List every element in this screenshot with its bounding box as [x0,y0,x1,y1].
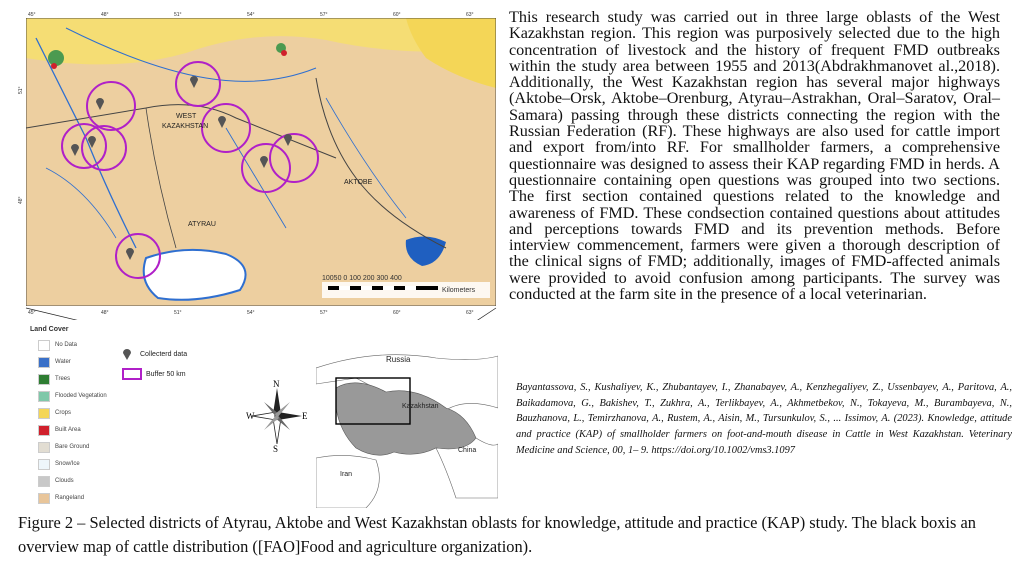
legend-swatch [38,340,50,351]
lon-tick: 45° [28,310,36,316]
legend-item-label: Bare Ground [55,444,90,450]
body-paragraph: This research study was carried out in three large oblasts of the West Kazakhstan region. This region was purposively selected due to the high concentration of livestock and the history of frequent FMD outbreaks within the study area between 1955 and 2013(Abdrakhmanovet al.,2018). Additionally, the West Kazakhstan region has several major highways (Aktobe–Orsk, Aktobe–Orenburg, Atyrau–Astrakhan, Oral–Saratov, Oral–Samara) passing through these districts connecting the region with the Russian Federation (RF). These highways are also used for cattle import and export from/into RF. For smallholder farmers, a comprehensive questionnaire was designed to assess their KAP regarding FMD in herds. A questionnaire containing open questions was grouped into two sections. The first section contained questions related to the knowledge and awareness of FMD. These condsection contained questions about attitudes and perceptions towards FMD and its prevention methods. Before interview commencement, farmers were given a thorough description of the clinical signs of FMD; additionally, images of FMD-affected animals were provided to avoid confusion among participants. The survey was conducted at the farm site in the presence of a local veterinarian. [509,8,1000,304]
connector-line [26,308,318,320]
overview-inset-map [316,348,498,508]
lon-tick: 54° [247,310,255,316]
label-west: WEST [176,113,197,120]
legend-buffer-label: Buffer 50 km [146,370,186,378]
lon-tick: 57° [320,12,328,18]
legend-item [38,391,107,401]
legend-item [38,357,71,367]
figure-caption: Figure 2 – Selected districts of Atyrau, Aktobe and West Kazakhstan oblasts for knowledge, attitude and practice (KAP) study. The black boxis an overview map of cattle distribution ([FAO]Food and agriculture organization). [18,513,976,556]
inset-russia-label: Russia [386,355,411,364]
legend-swatch [38,442,50,453]
legend-item [38,374,70,384]
legend-collected-data [122,348,187,360]
legend-item [38,442,89,452]
legend-item-label: Trees [55,376,71,382]
legend [30,326,240,506]
reference-citation: Bayantassova, S., Kushaliyev, K., Zhubantayev, I., Zhanabayev, A., Kenzhegaliyev, Z., Ussenbayev, A., Paritova, A., Baikadamova, G., Bakishev, T., Zukhra, A., Terlikbayev, A., Akhmetbekov, N., Tokayeva, M., Burambayeva, N., Bauzhanova, L., Temirzhanova, A., Rustem, A., Aisin, M., Tursunkulov, S., ... Issimov, A. (2023). Knowledge, attitude and practice (KAP) of smallholder farmers on foot-and-mouth disease in Cattle in West Kazakhstan. Veterinary Medicine and Science, 00, 1– 9. https://doi.org/10.1002/vms3.1097 [516,382,1012,456]
label-west-kazakhstan: KAZAKHSTAN [162,123,209,130]
compass-e: E [302,411,308,421]
lat-tick: 48° [18,196,24,204]
compass-w: W [246,411,255,421]
lon-tick: 51° [174,310,182,316]
legend-item-label: No Data [55,342,78,348]
map-pin-icon [122,348,132,360]
lon-tick: 51° [174,12,182,18]
scale-unit: Kilometers [442,287,476,294]
legend-item-label: Water [55,359,71,365]
figure-2 [18,10,498,508]
lon-tick: 48° [101,310,109,316]
top-ticks [28,12,474,18]
compass-n: N [273,380,280,389]
bottom-ticks [28,310,474,316]
compass-s: S [273,444,279,452]
map-graticule-labels [18,10,498,320]
legend-item [38,408,71,418]
legend-swatch [38,476,50,487]
legend-item [38,425,81,435]
legend-item-label: Snow/Ice [55,461,80,467]
legend-swatch [38,425,50,436]
scale-label: 10050 0 100 200 300 400 [322,275,402,282]
lon-tick: 63° [466,12,474,18]
legend-item-label: Flooded Vegetation [55,393,107,399]
legend-item-label: Built Area [55,427,81,433]
legend-swatch [38,357,50,368]
legend-item-label: Rangeland [55,495,85,501]
legend-item [38,476,74,486]
legend-swatch [38,391,50,402]
legend-item [38,493,84,503]
legend-title: Land Cover [30,326,69,333]
legend-swatch [38,493,50,504]
legend-item-label: Crops [55,410,72,416]
label-aktobe: AKTOBE [344,179,373,186]
iran-shape [316,455,379,508]
legend-swatch [38,459,50,470]
buffer-swatch [122,368,142,380]
inset-china-label: China [458,447,477,454]
lon-tick: 63° [466,310,474,316]
lon-tick: 45° [28,12,36,18]
inset-iran-label: Iran [340,471,353,478]
lon-tick: 60° [393,12,401,18]
lat-tick: 51° [18,86,24,94]
label-atyrau: ATYRAU [188,221,216,228]
lon-tick: 57° [320,310,328,316]
lon-tick: 60° [393,310,401,316]
legend-buffer [122,368,186,380]
inset-kazakhstan-label: Kazakhstan [402,403,439,410]
connector-line [390,308,496,320]
compass-rose-icon [246,380,308,452]
legend-item [38,340,77,350]
legend-item [38,459,80,469]
legend-swatch [38,374,50,385]
lon-tick: 48° [101,12,109,18]
legend-item-label: Clouds [55,478,74,484]
lon-tick: 54° [247,12,255,18]
legend-collected-label: Collecterd data [140,350,188,358]
legend-swatch [38,408,50,419]
